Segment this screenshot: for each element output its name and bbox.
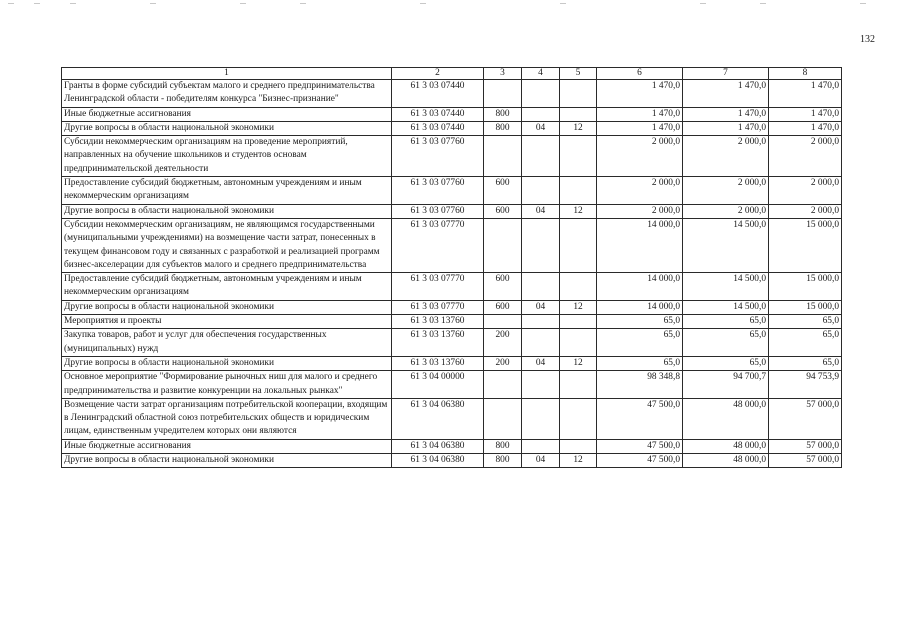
row-amount-year1: 1 470,0: [597, 107, 683, 121]
row-amount-year2: 14 500,0: [683, 273, 769, 301]
row-subsection: [560, 315, 597, 329]
row-amount-year3: 1 470,0: [769, 121, 842, 135]
row-code: 61 3 03 07770: [392, 273, 484, 301]
page-number: 132: [860, 34, 875, 45]
row-section: [522, 107, 560, 121]
row-expense-type: 200: [484, 356, 522, 370]
row-code: 61 3 04 00000: [392, 371, 484, 399]
row-amount-year2: 1 470,0: [683, 107, 769, 121]
row-expense-type: 800: [484, 107, 522, 121]
row-subsection: [560, 439, 597, 453]
header-row: [62, 68, 842, 80]
row-amount-year3: 57 000,0: [769, 398, 842, 439]
row-amount-year3: 65,0: [769, 315, 842, 329]
row-code: 61 3 03 13760: [392, 315, 484, 329]
row-amount-year1: 98 348,8: [597, 371, 683, 399]
row-amount-year3: 15 000,0: [769, 300, 842, 314]
row-expense-type: [484, 136, 522, 177]
row-amount-year2: 2 000,0: [683, 204, 769, 218]
header-cell: 7: [683, 68, 769, 80]
row-code: 61 3 03 07440: [392, 121, 484, 135]
row-section: 04: [522, 454, 560, 468]
row-subsection: [560, 136, 597, 177]
row-code: 61 3 03 13760: [392, 329, 484, 357]
row-code: 61 3 04 06380: [392, 398, 484, 439]
row-code: 61 3 03 13760: [392, 356, 484, 370]
table-row: [62, 315, 842, 329]
row-section: [522, 315, 560, 329]
row-amount-year1: 65,0: [597, 356, 683, 370]
row-amount-year2: 14 500,0: [683, 218, 769, 272]
row-code: 61 3 04 06380: [392, 439, 484, 453]
row-amount-year1: 14 000,0: [597, 218, 683, 272]
row-amount-year2: 48 000,0: [683, 439, 769, 453]
row-amount-year3: 15 000,0: [769, 218, 842, 272]
row-amount-year1: 2 000,0: [597, 177, 683, 205]
row-amount-year1: 2 000,0: [597, 136, 683, 177]
row-expense-type: 800: [484, 121, 522, 135]
row-amount-year3: 1 470,0: [769, 80, 842, 108]
table-row: [62, 107, 842, 121]
row-amount-year1: 14 000,0: [597, 273, 683, 301]
table-row: [62, 121, 842, 135]
row-expense-type: [484, 218, 522, 272]
row-section: [522, 371, 560, 399]
header-cell: 2: [392, 68, 484, 80]
row-name: Другие вопросы в области национальной экономики: [62, 204, 392, 218]
row-name: Основное мероприятие "Формирование рыночных ниш для малого и среднего предпринимательства и развитие конкуренции на локальных рынках": [62, 371, 392, 399]
table-row: [62, 273, 842, 301]
budget-table: [61, 67, 842, 468]
row-name: Мероприятия и проекты: [62, 315, 392, 329]
row-amount-year2: 14 500,0: [683, 300, 769, 314]
row-name: Другие вопросы в области национальной экономики: [62, 454, 392, 468]
row-amount-year2: 65,0: [683, 356, 769, 370]
row-name: Предоставление субсидий бюджетным, автономным учреждениям и иным некоммерческим организациям: [62, 177, 392, 205]
row-subsection: [560, 177, 597, 205]
scan-artifacts: [0, 0, 905, 8]
row-amount-year3: 2 000,0: [769, 136, 842, 177]
row-amount-year3: 15 000,0: [769, 273, 842, 301]
row-subsection: [560, 371, 597, 399]
header-cell: 3: [484, 68, 522, 80]
row-expense-type: 800: [484, 454, 522, 468]
row-subsection: [560, 273, 597, 301]
row-code: 61 3 03 07440: [392, 107, 484, 121]
row-subsection: 12: [560, 204, 597, 218]
row-subsection: 12: [560, 356, 597, 370]
row-name: Возмещение части затрат организациям потребительской кооперации, входящим в Ленинградский областной союз потребительских обществ и юридическим лицам, единственным учредителем которых они являются: [62, 398, 392, 439]
row-subsection: 12: [560, 121, 597, 135]
row-amount-year2: 65,0: [683, 329, 769, 357]
row-code: 61 3 03 07770: [392, 218, 484, 272]
row-subsection: [560, 398, 597, 439]
row-amount-year1: 47 500,0: [597, 398, 683, 439]
row-subsection: [560, 80, 597, 108]
table-row: [62, 80, 842, 108]
row-amount-year2: 94 700,7: [683, 371, 769, 399]
header-cell: 6: [597, 68, 683, 80]
row-section: [522, 136, 560, 177]
table-row: [62, 356, 842, 370]
table-row: [62, 300, 842, 314]
header-cell: 5: [560, 68, 597, 80]
row-section: [522, 80, 560, 108]
row-section: [522, 398, 560, 439]
row-section: 04: [522, 356, 560, 370]
row-section: 04: [522, 204, 560, 218]
row-amount-year1: 1 470,0: [597, 80, 683, 108]
row-expense-type: [484, 315, 522, 329]
row-subsection: [560, 329, 597, 357]
row-expense-type: 200: [484, 329, 522, 357]
row-code: 61 3 04 06380: [392, 454, 484, 468]
row-code: 61 3 03 07770: [392, 300, 484, 314]
table-row: [62, 454, 842, 468]
row-name: Иные бюджетные ассигнования: [62, 439, 392, 453]
row-code: 61 3 03 07760: [392, 136, 484, 177]
row-name: Предоставление субсидий бюджетным, автономным учреждениям и иным некоммерческим организациям: [62, 273, 392, 301]
row-amount-year2: 48 000,0: [683, 454, 769, 468]
row-amount-year2: 1 470,0: [683, 121, 769, 135]
table-row: [62, 371, 842, 399]
row-subsection: [560, 218, 597, 272]
row-amount-year3: 65,0: [769, 329, 842, 357]
row-name: Гранты в форме субсидий субъектам малого и среднего предпринимательства Ленинградской области - победителям конкурса "Бизнес-признание": [62, 80, 392, 108]
row-expense-type: 600: [484, 204, 522, 218]
row-name: Другие вопросы в области национальной экономики: [62, 356, 392, 370]
row-amount-year1: 1 470,0: [597, 121, 683, 135]
row-section: [522, 439, 560, 453]
row-name: Субсидии некоммерческим организациям, не являющимся государственными (муниципальными учреждениями) на возмещение части затрат, понесенных в текущем финансовом году и связанных с разработкой и реализацией программ бизнес-акселерации для субъектов малого и среднего предпринимательства: [62, 218, 392, 272]
table-row: [62, 204, 842, 218]
row-expense-type: 600: [484, 273, 522, 301]
table-row: [62, 218, 842, 272]
row-expense-type: 600: [484, 177, 522, 205]
row-amount-year2: 2 000,0: [683, 136, 769, 177]
row-expense-type: 600: [484, 300, 522, 314]
table-row: [62, 329, 842, 357]
row-name: Субсидии некоммерческим организациям на проведение мероприятий, направленных на обучение школьников и студентов основам предпринимательской деятельности: [62, 136, 392, 177]
header-cell: 8: [769, 68, 842, 80]
row-section: 04: [522, 300, 560, 314]
row-section: [522, 177, 560, 205]
row-subsection: 12: [560, 300, 597, 314]
table-row: [62, 136, 842, 177]
row-section: [522, 273, 560, 301]
row-code: 61 3 03 07760: [392, 177, 484, 205]
row-name: Другие вопросы в области национальной экономики: [62, 300, 392, 314]
row-section: [522, 218, 560, 272]
table-row: [62, 398, 842, 439]
row-amount-year3: 65,0: [769, 356, 842, 370]
row-amount-year1: 47 500,0: [597, 439, 683, 453]
header-cell: 4: [522, 68, 560, 80]
row-amount-year1: 47 500,0: [597, 454, 683, 468]
row-subsection: [560, 107, 597, 121]
row-amount-year2: 65,0: [683, 315, 769, 329]
row-amount-year3: 57 000,0: [769, 439, 842, 453]
row-name: Иные бюджетные ассигнования: [62, 107, 392, 121]
row-amount-year1: 65,0: [597, 315, 683, 329]
row-name: Закупка товаров, работ и услуг для обеспечения государственных (муниципальных) нужд: [62, 329, 392, 357]
row-amount-year1: 65,0: [597, 329, 683, 357]
row-expense-type: [484, 398, 522, 439]
row-amount-year3: 94 753,9: [769, 371, 842, 399]
row-expense-type: 800: [484, 439, 522, 453]
row-amount-year2: 2 000,0: [683, 177, 769, 205]
row-amount-year2: 1 470,0: [683, 80, 769, 108]
row-name: Другие вопросы в области национальной экономики: [62, 121, 392, 135]
row-code: 61 3 03 07760: [392, 204, 484, 218]
row-section: 04: [522, 121, 560, 135]
row-code: 61 3 03 07440: [392, 80, 484, 108]
row-expense-type: [484, 371, 522, 399]
table-row: [62, 439, 842, 453]
row-amount-year1: 14 000,0: [597, 300, 683, 314]
table-row: [62, 177, 842, 205]
row-amount-year3: 1 470,0: [769, 107, 842, 121]
row-amount-year2: 48 000,0: [683, 398, 769, 439]
header-cell: 1: [62, 68, 392, 80]
row-amount-year3: 2 000,0: [769, 204, 842, 218]
row-subsection: 12: [560, 454, 597, 468]
row-amount-year1: 2 000,0: [597, 204, 683, 218]
row-expense-type: [484, 80, 522, 108]
row-amount-year3: 2 000,0: [769, 177, 842, 205]
row-amount-year3: 57 000,0: [769, 454, 842, 468]
row-section: [522, 329, 560, 357]
